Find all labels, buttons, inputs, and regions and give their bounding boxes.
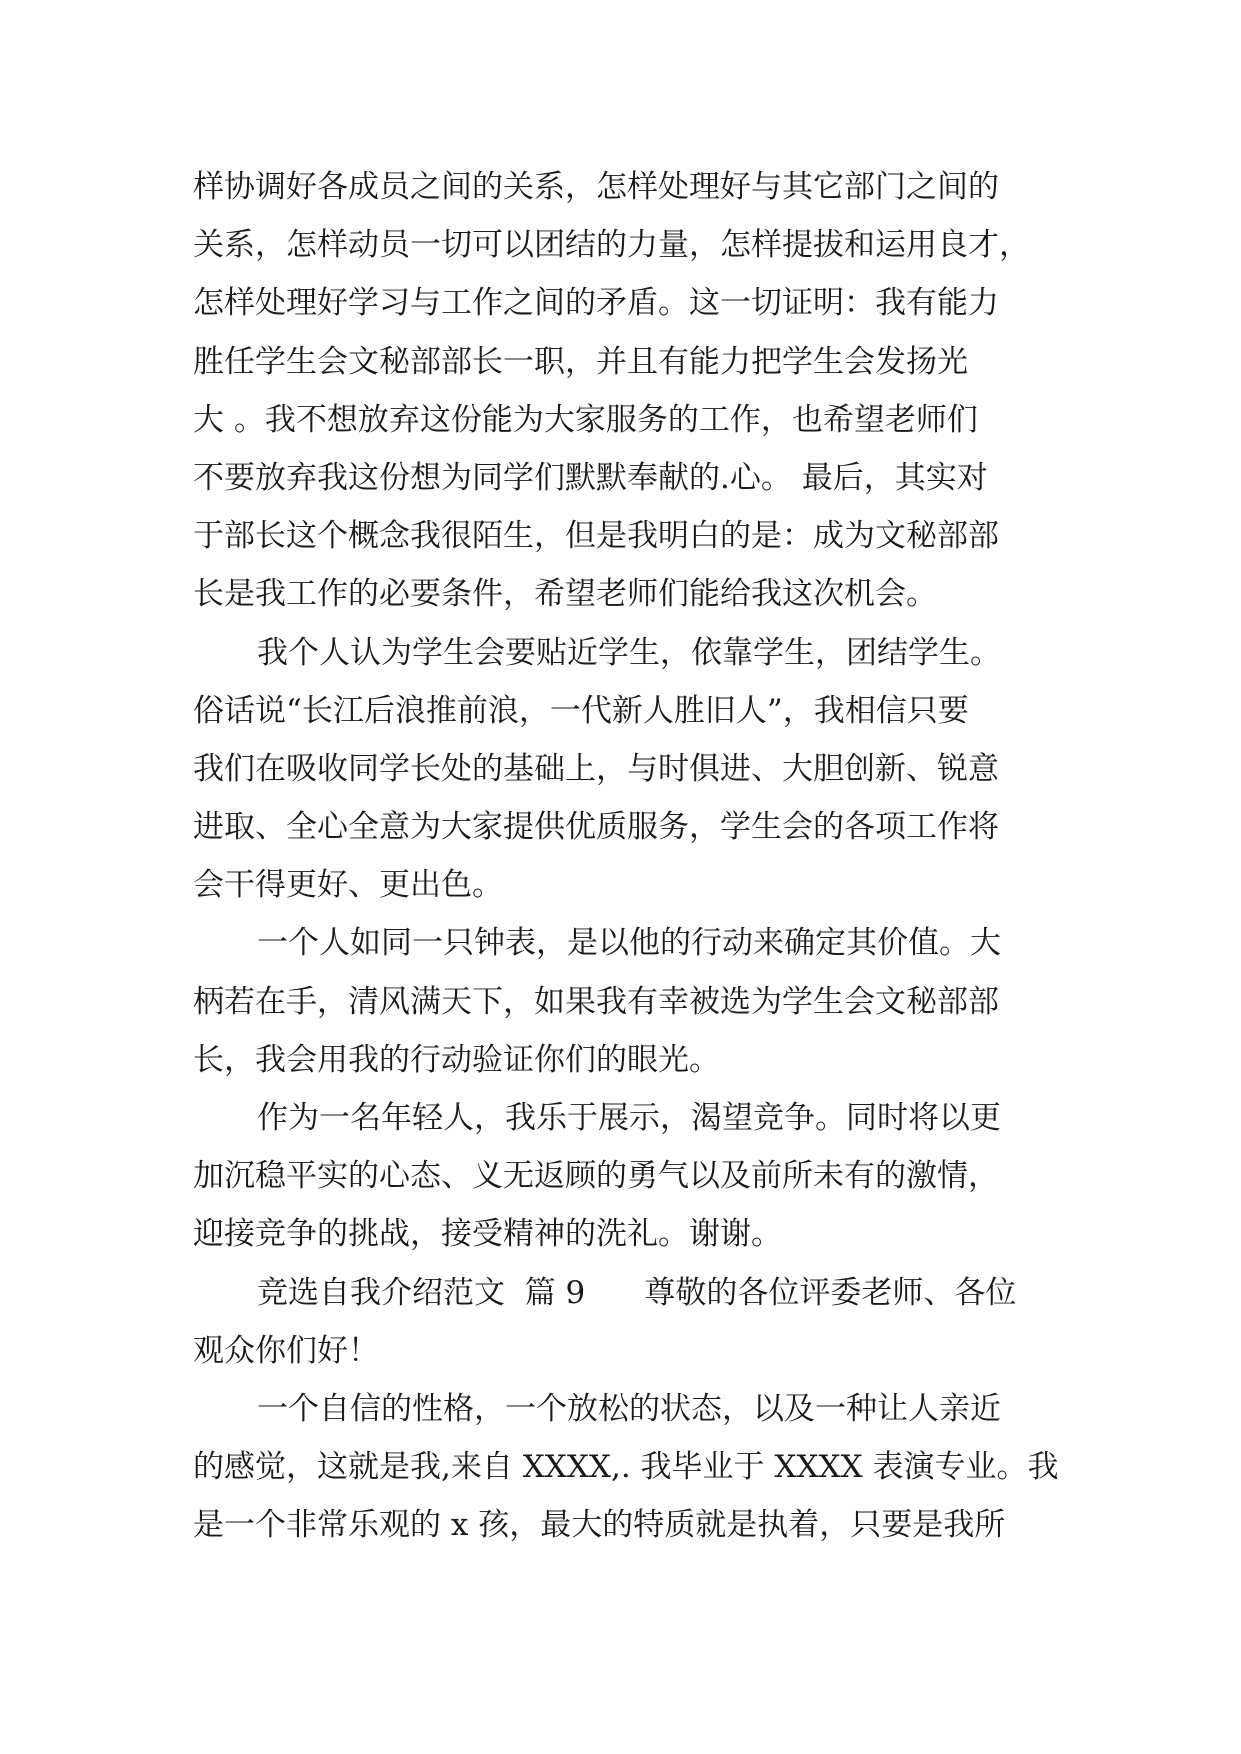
text-line: 大 。我不想放弃这份能为大家服务的工作，也希望老师们	[193, 401, 978, 438]
text-line: 样协调好各成员之间的关系，怎样处理好与其它部门之间的	[193, 169, 999, 205]
text-line: 进取、全心全意为大家提供优质服务，学生会的各项工作将	[193, 809, 999, 846]
text-line: 胜任学生会文秘部部长一职，并且有能力把学生会发扬光	[193, 343, 968, 380]
text-line: 不要放弃我这份想为同学们默默奉献的.心。 最后，其实对	[193, 459, 988, 496]
text-line: 迎接竞争的挑战，接受精神的洗礼。谢谢。	[193, 1216, 782, 1253]
document-body	[193, 158, 1073, 1555]
text-line: 关系，怎样动员一切可以团结的力量，怎样提拔和运用良才，	[193, 227, 1030, 264]
text-line: 怎样处理好学习与工作之间的矛盾。这一切证明：我有能力	[193, 285, 999, 322]
paragraph-first-line: 一个自信的性格，一个放松的状态，以及一种让人亲近	[257, 1390, 1001, 1427]
text-line: 是一个非常乐观的 x 孩，最大的特质就是执着，只要是我所	[193, 1507, 1006, 1544]
text-line: 会干得更好、更出色。	[193, 867, 503, 904]
text-line: 长是我工作的必要条件，希望老师们能给我这次机会。	[193, 576, 937, 613]
text-line: 的感觉，这就是我,来自 XXXX,. 我毕业于 XXXX 表演专业。我	[193, 1449, 1059, 1486]
paragraph-first-line: 竞选自我介绍范文 篇 9 尊敬的各位评委老师、各位	[257, 1274, 1017, 1311]
paragraph-first-line: 作为一名年轻人，我乐于展示，渴望竞争。同时将以更	[257, 1100, 1001, 1136]
text-line: 柄若在手，清风满天下，如果我有幸被选为学生会文秘部部	[193, 983, 999, 1020]
paragraph-first-line: 一个人如同一只钟表，是以他的行动来确定其价值。大	[257, 925, 1001, 962]
text-line: 观众你们好！	[193, 1332, 379, 1369]
text-line: 加沉稳平实的心态、义无返顾的勇气以及前所未有的激情，	[193, 1158, 999, 1195]
text-line: 俗话说“长江后浪推前浪，一代新人胜旧人”，我相信只要	[193, 692, 969, 729]
text-line: 我们在吸收同学长处的基础上，与时俱进、大胆创新、锐意	[193, 750, 999, 787]
text-line: 长，我会用我的行动验证你们的眼光。	[193, 1041, 720, 1078]
text-line: 于部长这个概念我很陌生，但是我明白的是：成为文秘部部	[193, 518, 999, 555]
paragraph-first-line: 我个人认为学生会要贴近学生，依靠学生，团结学生。	[257, 634, 1001, 671]
